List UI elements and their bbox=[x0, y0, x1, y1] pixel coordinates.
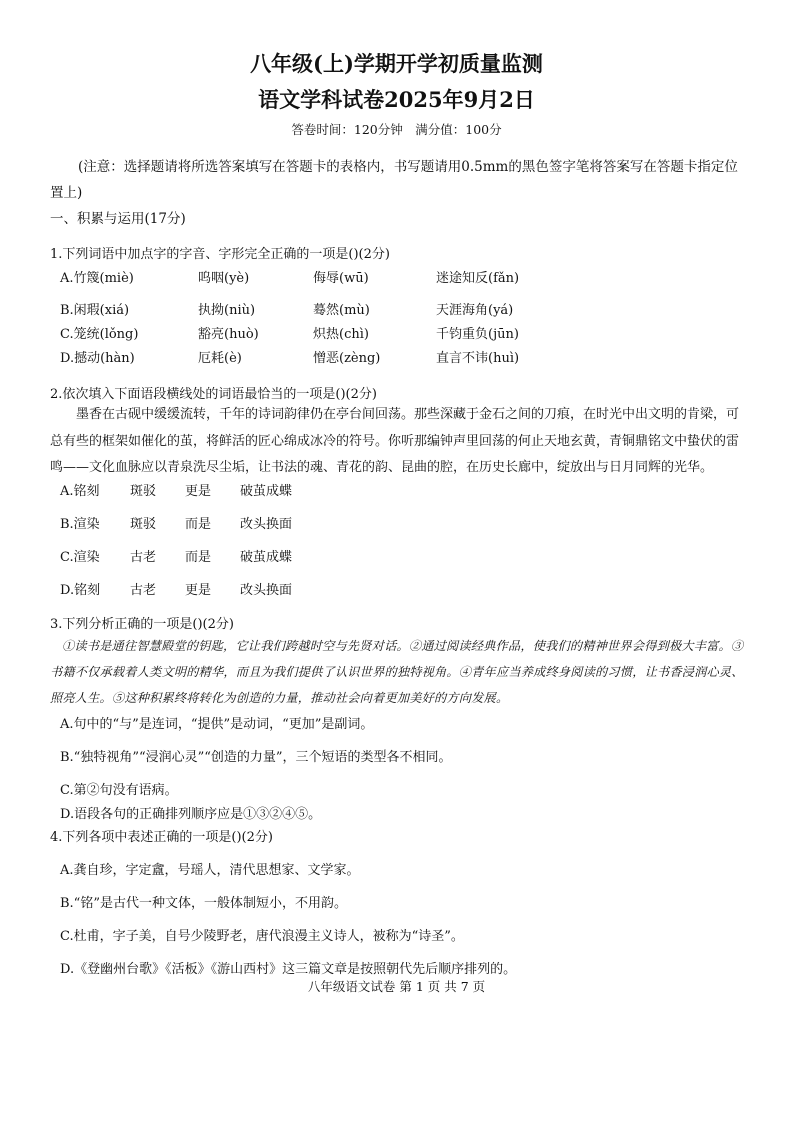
question-2-stem: 2.依次填入下面语段横线处的词语最恰当的一项是()(2分) bbox=[50, 387, 377, 402]
q2-option-word: 斑驳 bbox=[130, 517, 157, 532]
q1-option-word: 蓦然(mù) bbox=[313, 303, 370, 318]
question-4-stem: 4.下列各项中表述正确的一项是()(2分) bbox=[50, 830, 273, 845]
q2-option: D.铭刻 bbox=[60, 583, 101, 598]
q1-option: C.笼统(lǒng) bbox=[60, 327, 139, 342]
section-heading: 一、积累与运用(17分) bbox=[50, 211, 186, 227]
q1-option-word: 豁亮(huò) bbox=[198, 327, 259, 342]
page-footer: 八年级语文试卷 第 1 页 共 7 页 bbox=[307, 979, 486, 994]
exam-time-info: 答卷时间：120分钟 满分值：100分 bbox=[291, 122, 502, 137]
q4-option-d: D.《登幽州台歌》《活板》《游山西村》这三篇文章是按照朝代先后顺序排列的。 bbox=[60, 962, 517, 977]
question-3-passage: ①读书是通往智慧殿堂的钥匙，它让我们跨越时空与先贤对话。②通过阅读经典作品，使我们的精神世界会得到极大丰富。③书籍不仅承载着人类文明的精华，而且为我们提供了认识世界的独特视角。④青年应当养成终身阅读的习惯，让书香浸润心灵、照亮人生。⑤这种积累终将转化为创造的力量，推动社会向着更加美好的方向发展。 bbox=[50, 639, 744, 705]
q1-option: B.闲瑕(xiá) bbox=[60, 303, 130, 318]
q4-option-a: A.龚自珍，字定盦，号瑶人，清代思想家、文学家。 bbox=[60, 863, 360, 878]
q4-option-b: B.“铭”是古代一种文体，一般体制短小，不用韵。 bbox=[60, 896, 347, 911]
q3-option-c: C.第②句没有语病。 bbox=[60, 783, 178, 798]
q4-option-c: C.杜甫，字子美，自号少陵野老，唐代浪漫主义诗人，被称为“诗圣”。 bbox=[60, 929, 464, 944]
q1-option-word: 千钧重负(jūn) bbox=[436, 327, 519, 342]
q1-option-word: 厄耗(è) bbox=[198, 351, 242, 366]
q3-option-d: D.语段各句的正确排列顺序应是①③②④⑤。 bbox=[60, 807, 322, 822]
q2-option-word: 破茧成蝶 bbox=[240, 550, 293, 565]
q2-option: A.铭刻 bbox=[60, 484, 100, 499]
q2-option-word: 而是 bbox=[185, 517, 212, 532]
q2-option-word: 破茧成蝶 bbox=[240, 484, 293, 499]
question-1-stem: 1.下列词语中加点字的字音、字形完全正确的一项是()(2分) bbox=[50, 247, 390, 262]
q3-option-a: A.句中的“与”是连词，“提供”是动词，“更加”是副词。 bbox=[60, 717, 374, 732]
exam-subtitle: 语文学科试卷2025年9月2日 bbox=[258, 87, 535, 112]
q2-option-word: 古老 bbox=[130, 550, 157, 565]
q2-option: C.渲染 bbox=[60, 550, 100, 565]
q1-option: D.撼动(hàn) bbox=[60, 351, 135, 366]
q2-option-word: 斑驳 bbox=[130, 484, 157, 499]
exam-title: 八年级(上)学期开学初质量监测 bbox=[250, 51, 543, 76]
q2-option-word: 更是 bbox=[185, 484, 212, 499]
q1-option-word: 执拗(niù) bbox=[198, 303, 256, 318]
q2-option-word: 古老 bbox=[130, 583, 157, 598]
q2-option-word: 改头换面 bbox=[240, 517, 293, 532]
q1-option-word: 憎恶(zèng) bbox=[313, 351, 381, 366]
q2-option: B.渲染 bbox=[60, 517, 100, 532]
q1-option: A.竹篾(miè) bbox=[60, 271, 134, 286]
question-3-stem: 3.下列分析正确的一项是()(2分) bbox=[50, 617, 234, 632]
question-2-passage: 墨香在古砚中缓缓流转，千年的诗词韵律仍在亭台间回荡。那些深藏于金石之间的刀痕，在时光中出文明的肯梁，可总有些的框架如催化的茧，将鲜活的匠心绵成冰冷的符号。你听那编钟声里回荡的何止天地玄黄，青铜鼎铭文中蛰伏的雷鸣——文化血脉应以青泉洗尽尘垢，让书法的魂、青花的韵、昆曲的腔，在历史长廊中，绽放出与日月同辉的光华。 bbox=[50, 407, 740, 475]
q1-option-word: 呜咽(yè) bbox=[198, 271, 250, 286]
q1-option-word: 侮辱(wū) bbox=[313, 271, 369, 286]
exam-note: (注意：选择题请将所选答案填写在答题卡的表格内，书写题请用0.5mm的黑色签字笔将答案写在答题卡指定位置上) bbox=[50, 159, 738, 201]
q2-option-word: 而是 bbox=[185, 550, 212, 565]
q3-option-b: B.“独特视角”“浸润心灵”“创造的力量”，三个短语的类型各不相同。 bbox=[60, 750, 452, 765]
q1-option-word: 天涯海角(yá) bbox=[436, 303, 514, 318]
q2-option-word: 改头换面 bbox=[240, 583, 293, 598]
q2-option-word: 更是 bbox=[185, 583, 212, 598]
q1-option-word: 迷途知反(fǎn) bbox=[436, 271, 520, 286]
q1-option-word: 炽热(chì) bbox=[313, 327, 369, 342]
q1-option-word: 直言不讳(huì) bbox=[436, 351, 520, 366]
